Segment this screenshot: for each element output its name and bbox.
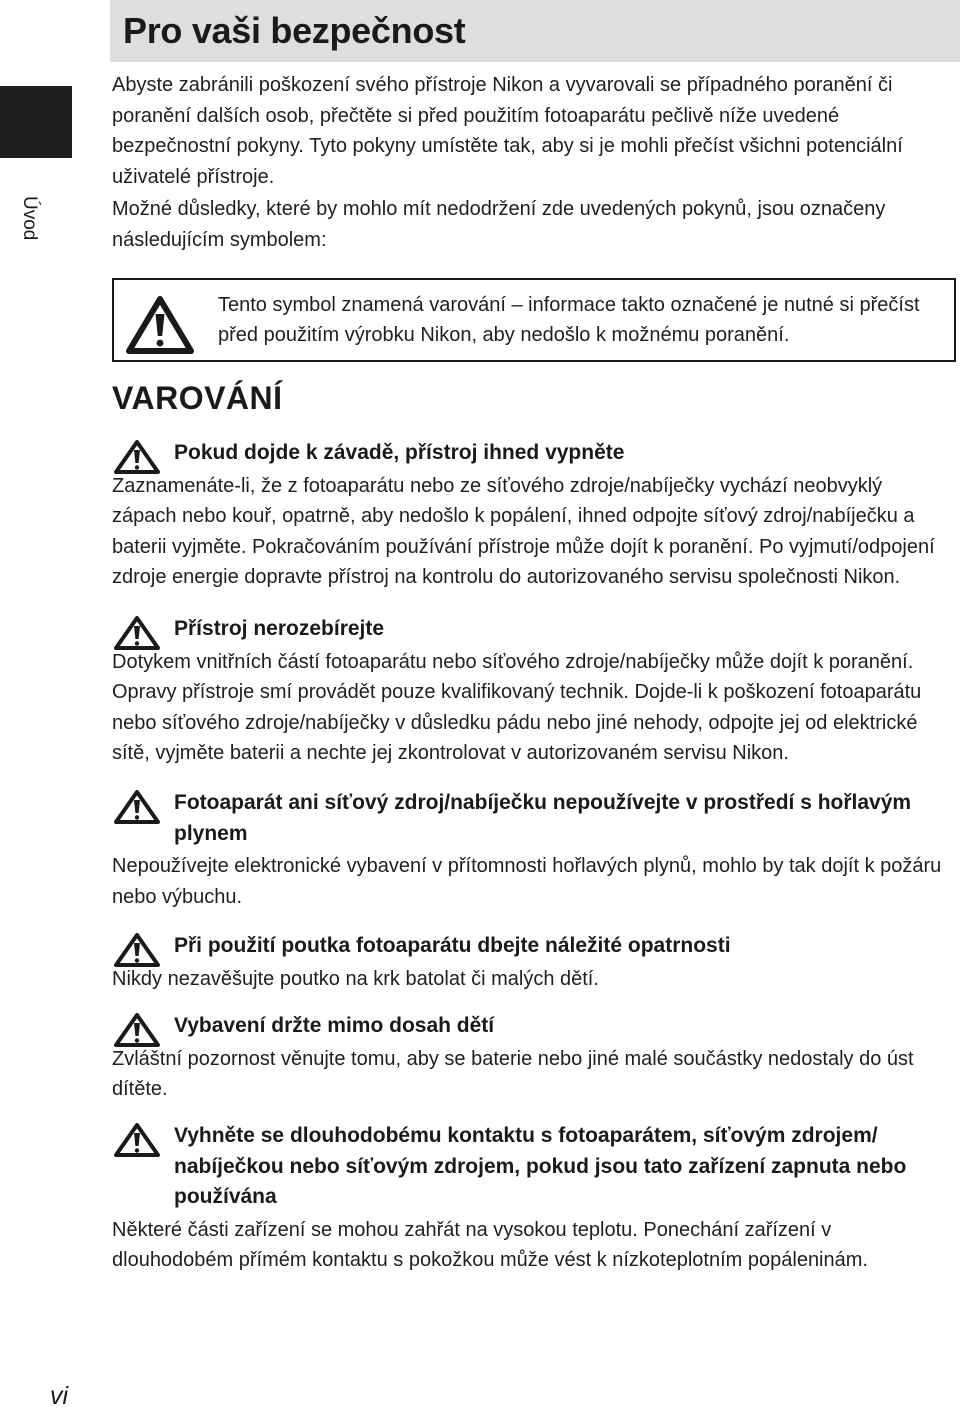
warning-section-children bbox=[112, 1011, 948, 1105]
intro-paragraph-2: Možné důsledky, které by mohlo mít nedodržení zde uvedených pokynů, jsou označeny následujícím symbolem: bbox=[112, 198, 886, 251]
notice-text: Tento symbol znamená varování – informace takto označené je nutné si přečíst před použitím výrobku Nikon, aby nedošlo k možnému poranění. bbox=[218, 294, 920, 346]
section-title: Při použití poutka fotoaparátu dbejte náležité opatrnosti bbox=[174, 934, 731, 957]
page-title-bar bbox=[110, 0, 960, 62]
section-title: Fotoaparát ani síťový zdroj/nabíječku nepoužívejte v prostředí s hořlavým plynem bbox=[174, 791, 912, 845]
section-title: Vybavení držte mimo dosah dětí bbox=[174, 1014, 495, 1037]
warning-section-disassembly bbox=[112, 614, 948, 769]
warning-section-prolonged-contact bbox=[112, 1121, 948, 1276]
section-body: Zaznamenáte-li, že z fotoaparátu nebo ze síťového zdroje/nabíječky vychází neobvyklý zápach nebo kouř, opatrně, aby nedošlo k popálení, ihned odpojte síťový zdroj/nabíječku a baterii vyjměte. Pokračováním používání přístroje může dojít k poranění. Po vyjmutí/odpojení zdroje energie dopravte přístroj na kontrolu do autorizovaného servisu společnosti Nikon. bbox=[112, 474, 935, 589]
section-body: Nepoužívejte elektronické vybavení v přítomnosti hořlavých plynů, mohlo by tak dojít k požáru nebo výbuchu. bbox=[112, 855, 942, 908]
section-body: Zvláštní pozornost věnujte tomu, aby se baterie nebo jiné malé součástky nedostaly do úst dítěte. bbox=[112, 1047, 914, 1101]
warning-triangle-icon bbox=[114, 933, 160, 967]
section-title: Přístroj nerozebírejte bbox=[174, 617, 385, 640]
warning-heading: VAROVÁNÍ bbox=[112, 380, 283, 416]
warning-symbol-notice bbox=[112, 278, 956, 362]
intro-text bbox=[112, 70, 948, 256]
warning-triangle-icon bbox=[126, 296, 194, 354]
section-tab-label: Úvod bbox=[19, 196, 40, 241]
warning-triangle-icon bbox=[114, 1013, 160, 1047]
warning-triangle-icon bbox=[114, 790, 160, 824]
section-body: Dotykem vnitřních částí fotoaparátu nebo síťového zdroje/nabíječky může dojít k poranění. Opravy přístroje smí provádět pouze kvalifikovaný technik. Dojde-li k poškození fotoaparátu nebo síťového zdroje/nabíječky v důsledku pádu nebo jiné nehody, odpojte jej od elektrické sítě, vyjměte baterii a nechte jej zkontrolovat v autorizovaném servisu Nikon. bbox=[112, 650, 922, 765]
section-body: Nikdy nezavěšujte poutko na krk batolat či malých dětí. bbox=[112, 967, 599, 990]
page-number: vi bbox=[50, 1382, 69, 1410]
section-body: Některé části zařízení se mohou zahřát na vysokou teplotu. Ponechání zařízení v dlouhodobém přímém kontaktu s pokožkou může vést k nízkoteplotním popáleninám. bbox=[112, 1218, 868, 1272]
intro-paragraph-1: Abyste zabránili poškození svého přístroje Nikon a vyvarovali se případného poranění či poranění dalších osob, přečtěte si před použitím fotoaparátu pečlivě níže uvedené bezpečnostní pokyny. Tyto pokyny umístěte tak, aby si je mohli přečíst všichni potenciální uživatelé přístroje. bbox=[112, 74, 903, 188]
page-title: Pro vaši bezpečnost bbox=[123, 10, 466, 51]
section-title: Pokud dojde k závadě, přístroj ihned vypněte bbox=[174, 441, 625, 464]
warning-section-strap bbox=[112, 931, 948, 994]
section-title: Vyhněte se dlouhodobému kontaktu s fotoaparátem, síťovým zdrojem/ nabíječkou nebo síťovým zdrojem, pokud jsou tato zařízení zapnuta nebo používána bbox=[174, 1124, 907, 1209]
warning-triangle-icon bbox=[114, 1123, 160, 1157]
warning-section-malfunction bbox=[112, 438, 948, 593]
section-tab-marker bbox=[0, 86, 72, 158]
warning-triangle-icon bbox=[114, 616, 160, 650]
warning-triangle-icon bbox=[114, 440, 160, 474]
warning-section-flammable-gas bbox=[112, 788, 948, 912]
